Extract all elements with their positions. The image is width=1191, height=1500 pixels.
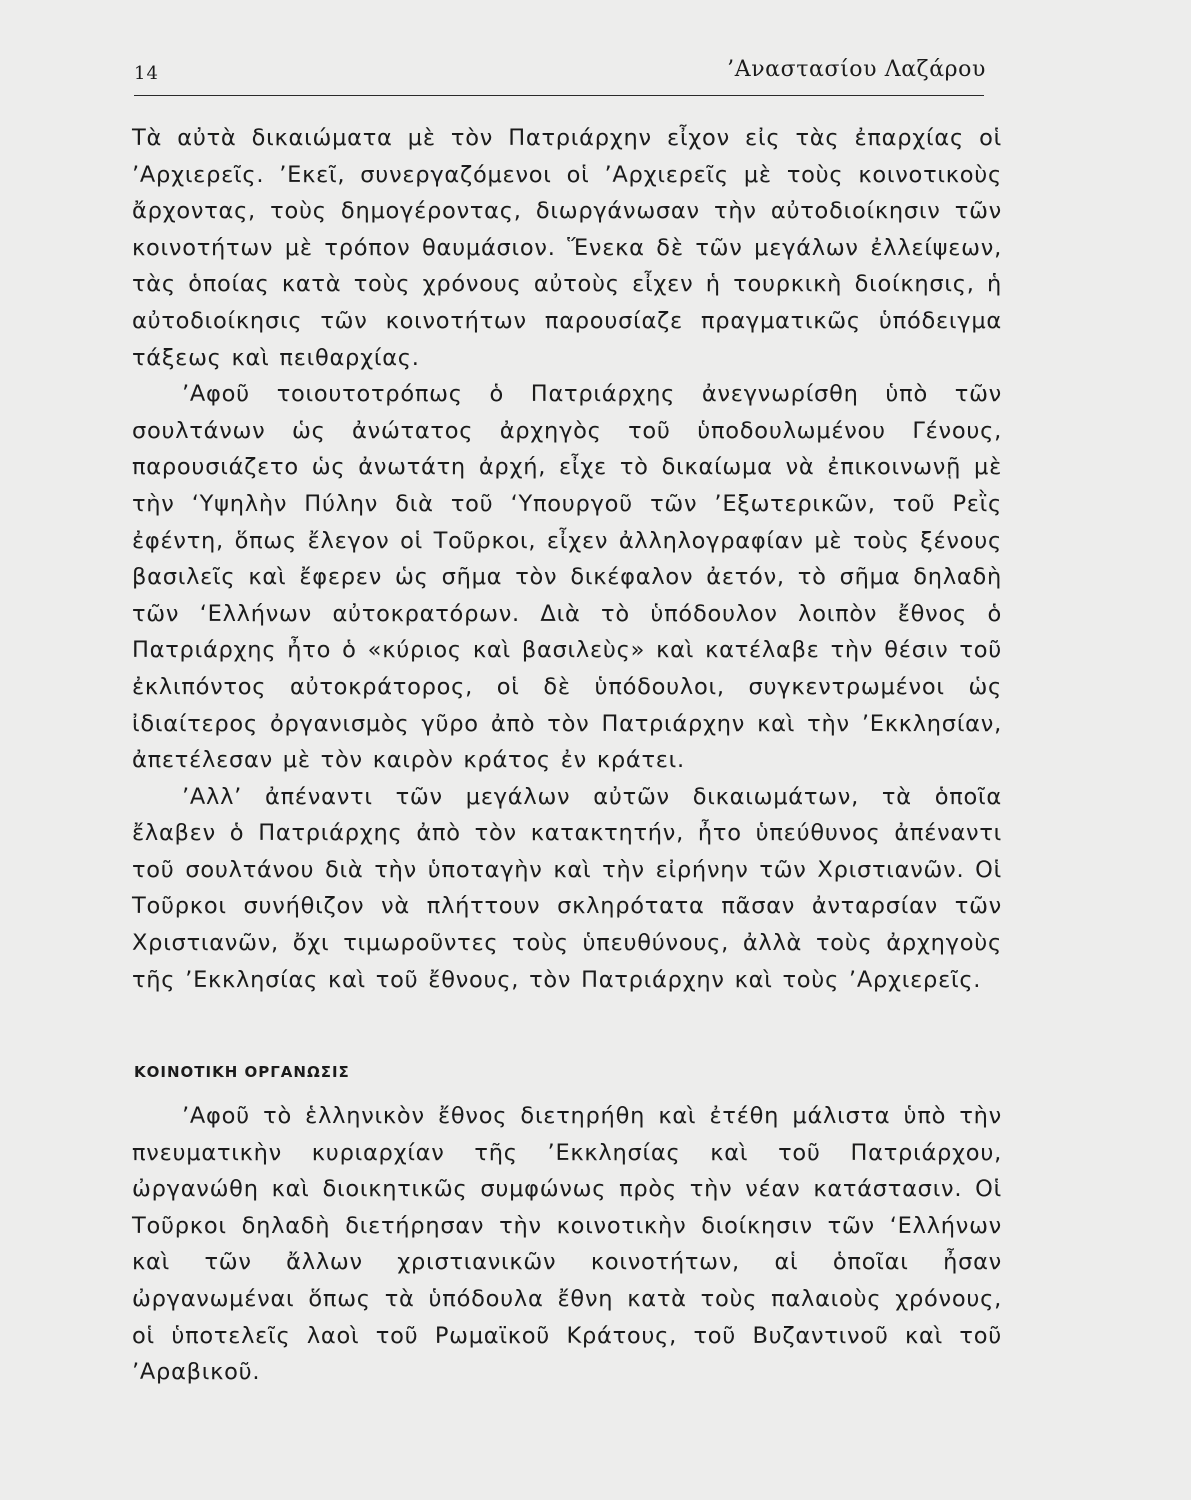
paragraph: ’Αφοῦ τὸ ἑλληνικὸν ἔθνος διετηρήθη καὶ ἐτέθη μάλιστα ὑπὸ τὴν πνευματικὴν κυριαρχίαν τῆς ’Εκκλησίας καὶ τοῦ Πατριάρχου, ὠργανώθη καὶ διοικητικῶς συμφώνως πρὸς τὴν νέαν κατάστασιν. Οἱ Τοῦρκοι δηλαδὴ διετήρησαν τὴν κοινοτικὴν διοίκησιν τῶν ‘Ελλήνων καὶ τῶν ἄλλων χριστιανικῶν κοινοτήτων, αἱ ὁποῖαι ἦσαν ὠργανωμέναι ὅπως τὰ ὑπόδουλα ἔθνη κατὰ τοὺς παλαιοὺς χρόνους, οἱ ὑποτελεῖς λαοὶ τοῦ Ρωμαϊκοῦ Κράτους, τοῦ Βυζαντινοῦ καὶ τοῦ ’Αραβικοῦ. <box>132 1103 1002 1386</box>
main-text <box>132 120 1002 998</box>
running-head-author: ’Αναστασίου Λαζάρου <box>727 57 986 82</box>
section-text <box>132 1098 1002 1391</box>
section-heading: ΚΟΙΝΟΤΙΚΗ ΟΡΓΑΝΩΣΙΣ <box>134 1063 350 1081</box>
paragraph: ’Αλλ’ ἀπέναντι τῶν μεγάλων αὐτῶν δικαιωμάτων, τὰ ὁποῖα ἔλαβεν ὁ Πατριάρχης ἀπὸ τὸν κατακτητήν, ἦτο ὑπεύθυνος ἀπέναντι τοῦ σουλτάνου διὰ τὴν ὑποταγὴν καὶ τὴν εἰρήνην τῶν Χριστιανῶν. Οἱ Τοῦρκοι συνήθιζον νὰ πλήττουν σκληρότατα πᾶσαν ἀνταρσίαν τῶν Χριστιανῶν, ὄχι τιμωροῦντες τοὺς ὑπευθύνους, ἀλλὰ τοὺς ἀρχηγοὺς τῆς ’Εκκλησίας καὶ τοῦ ἔθνους, τὸν Πατριάρχην καὶ τοὺς ’Αρχιερεῖς. <box>132 783 1002 993</box>
paragraph: Τὰ αὐτὰ δικαιώματα μὲ τὸν Πατριάρχην εἶχον εἰς τὰς ἐπαρχίας οἱ ’Αρχιερεῖς. ’Εκεῖ, συνεργαζόμενοι οἱ ’Αρχιερεῖς μὲ τοὺς κοινοτικοὺς ἄρχοντας, τοὺς δημογέροντας, διωργάνωσαν τὴν αὐτοδιοίκησιν τῶν κοινοτήτων μὲ τρόπον θαυμάσιον. Ἕνεκα δὲ τῶν μεγάλων ἐλλείψεων, τὰς ὁποίας κατὰ τοὺς χρόνους αὐτοὺς εἶχεν ἡ τουρκικὴ διοίκησις, ἡ αὐτοδιοίκησις τῶν κοινοτήτων παρουσίαζε πραγματικῶς ὑπόδειγμα τάξεως καὶ πειθαρχίας. <box>132 125 1002 371</box>
page-number: 14 <box>134 63 159 84</box>
paragraph: ’Αφοῦ τοιουτοτρόπως ὁ Πατριάρχης ἀνεγνωρίσθη ὑπὸ τῶν σουλτάνων ὡς ἀνώτατος ἀρχηγὸς τοῦ ὑποδουλωμένου Γένους, παρουσιάζετο ὡς ἀνωτάτη ἀρχή, εἶχε τὸ δικαίωμα νὰ ἐπικοινωνῇ μὲ τὴν ‘Υψηλὴν Πύλην διὰ τοῦ ‘Υπουργοῦ τῶν ’Εξωτερικῶν, τοῦ Ρεῒς ἐφέντη, ὅπως ἔλεγον οἱ Τοῦρκοι, εἶχεν ἀλληλογραφίαν μὲ τοὺς ξένους βασιλεῖς καὶ ἔφερεν ὡς σῆμα τὸν δικέφαλον ἀετόν, τὸ σῆμα δηλαδὴ τῶν ‘Ελλήνων αὐτοκρατόρων. Διὰ τὸ ὑπόδουλον λοιπὸν ἔθνος ὁ Πατριάρχης ἦτο ὁ «κύριος καὶ βασιλεὺς» καὶ κατέλαβε τὴν θέσιν τοῦ ἐκλιπόντος αὐτοκράτορος, οἱ δὲ ὑπόδουλοι, συγκεντρωμένοι ὡς ἰδιαίτερος ὀργανισμὸς γῦρο ἀπὸ τὸν Πατριάρχην καὶ τὴν ’Εκκλησίαν, ἀπετέλεσαν μὲ τὸν καιρὸν κράτος ἐν κράτει. <box>132 381 1002 774</box>
header-rule <box>134 95 984 96</box>
page-header <box>134 55 986 89</box>
